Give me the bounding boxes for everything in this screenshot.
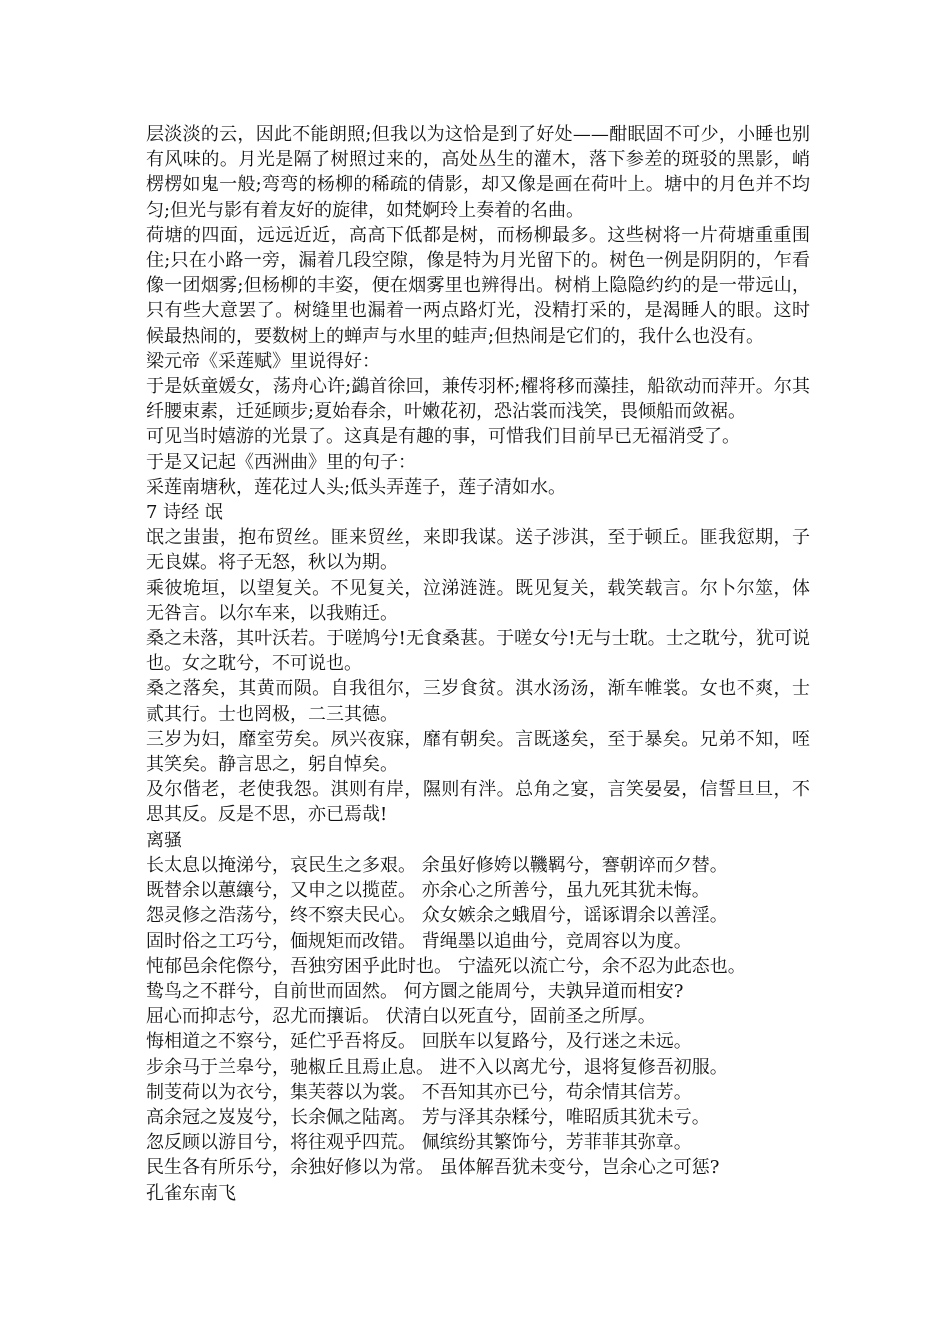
poem-line: 步余马于兰皋兮，驰椒丘且焉止息。 进不入以离尤兮，退将复修吾初服。 <box>146 1056 728 1078</box>
poem-line: 既替余以蕙纕兮，又申之以揽茝。 亦余心之所善兮，虽九死其犹未悔。 <box>146 880 710 902</box>
poem-line: 悔相道之不察兮，延伫乎吾将反。 回朕车以复路兮，及行迷之未远。 <box>146 1031 692 1053</box>
paragraph-lotus-fu-intro: 梁元帝《采莲赋》里说得好： <box>146 350 380 372</box>
section-heading-shijing-mang: 7 诗经 氓 <box>146 502 223 524</box>
poem-stanza: 乘彼垝垣，以望复关。不见复关，泣涕涟涟。既见复关，载笑载言。尔卜尔筮，体无咎言。以尔车来，以我贿迁。 <box>146 577 810 624</box>
section-heading-kongque: 孔雀东南飞 <box>146 1182 236 1204</box>
poem-line: 屈心而抑志兮，忍尤而攘诟。 伏清白以死直兮，固前圣之所厚。 <box>146 1006 656 1028</box>
poem-stanza: 及尔偕老，老使我怨。淇则有岸，隰则有泮。总角之宴，言笑晏晏，信誓旦旦，不思其反。反是不思，亦已焉哉! <box>146 779 810 826</box>
poem-line: 固时俗之工巧兮，偭规矩而改错。 背绳墨以追曲兮，竞周容以为度。 <box>146 930 692 952</box>
paragraph-trees-around-pond: 荷塘的四面，远远近近，高高下低都是树，而杨柳最多。这些树将一片荷塘重重围住;只在小路一旁，漏着几段空隙，像是特为月光留下的。树色一例是阴阴的，乍看像一团烟雾;但杨柳的丰姿，便在烟雾里也辨得出。树梢上隐隐约约的是一带远山，只有些大意罢了。树缝里也漏着一两点路灯光，没精打采的，是渴睡人的眼。这时候最热闹的，要数树上的蝉声与水里的蛙声;但热闹是它们的，我什么也没有。 <box>146 224 810 347</box>
paragraph-enjoyment: 可见当时嬉游的光景了。这真是有趣的事，可惜我们目前早已无福消受了。 <box>146 426 740 448</box>
paragraph-moonlight-clouds: 层淡淡的云，因此不能朗照;但我以为这恰是到了好处——酣眠固不可少，小睡也别有风味的。月光是隔了树照过来的，高处丛生的灌木，落下参差的斑驳的黑影，峭楞楞如鬼一般;弯弯的杨柳的稀疏的倩影，却又像是画在荷叶上。塘中的月色并不均匀;但光与影有着友好的旋律，如梵婀玲上奏着的名曲。 <box>146 124 810 221</box>
poem-stanza: 桑之落矣，其黄而陨。自我徂尔，三岁食贫。淇水汤汤，渐车帷裳。女也不爽，士贰其行。士也罔极，二三其德。 <box>146 678 810 725</box>
section-heading-lisao: 离骚 <box>146 829 182 851</box>
poem-line: 长太息以掩涕兮，哀民生之多艰。 余虽好修姱以鞿羁兮，謇朝谇而夕替。 <box>146 854 728 876</box>
poem-line: 民生各有所乐兮，余独好修以为常。 虽体解吾犹未变兮，岂余心之可惩? <box>146 1157 720 1179</box>
poem-stanza: 三岁为妇，靡室劳矣。夙兴夜寐，靡有朝矣。言既遂矣，至于暴矣。兄弟不知，咥其笑矣。静言思之，躬自悼矣。 <box>146 728 810 776</box>
poem-line: 怨灵修之浩荡兮，终不察夫民心。 众女嫉余之蛾眉兮，谣诼谓余以善淫。 <box>146 905 728 927</box>
poem-stanza: 氓之蚩蚩，抱布贸丝。匪来贸丝，来即我谋。送子涉淇，至于顿丘。匪我愆期，子无良媒。将子无怒，秋以为期。 <box>146 527 810 574</box>
poem-line: 忳郁邑余侘傺兮，吾独穷困乎此时也。 宁溘死以流亡兮，余不忍为此态也。 <box>146 955 746 977</box>
paragraph-lotus-fu-quote: 于是妖童媛女，荡舟心许;鷁首徐回，兼传羽杯;櫂将移而藻挂，船欲动而萍开。尔其纤腰束素，迁延顾步;夏始春余，叶嫩花初，恐沾裳而浅笑，畏倾船而敛裾。 <box>146 376 810 423</box>
poem-line: 制芰荷以为衣兮，集芙蓉以为裳。 不吾知其亦已兮，苟余情其信芳。 <box>146 1081 692 1103</box>
poem-line: 忽反顾以游目兮，将往观乎四荒。 佩缤纷其繁饰兮，芳菲菲其弥章。 <box>146 1132 692 1154</box>
poem-line: 高余冠之岌岌兮，长余佩之陆离。 芳与泽其杂糅兮，唯昭质其犹未亏。 <box>146 1106 710 1128</box>
paragraph-xizhou-intro: 于是又记起《西洲曲》里的句子： <box>146 451 416 473</box>
paragraph-xizhou-quote: 采莲南塘秋，莲花过人头;低头弄莲子，莲子清如水。 <box>146 476 567 498</box>
poem-line: 鸷鸟之不群兮，自前世而固然。 何方圜之能周兮，夫孰异道而相安? <box>146 980 684 1002</box>
poem-stanza: 桑之未落，其叶沃若。于嗟鸠兮!无食桑葚。于嗟女兮!无与士耽。士之耽兮，犹可说也。女之耽兮，不可说也。 <box>146 628 810 675</box>
document-body <box>146 122 810 1206</box>
